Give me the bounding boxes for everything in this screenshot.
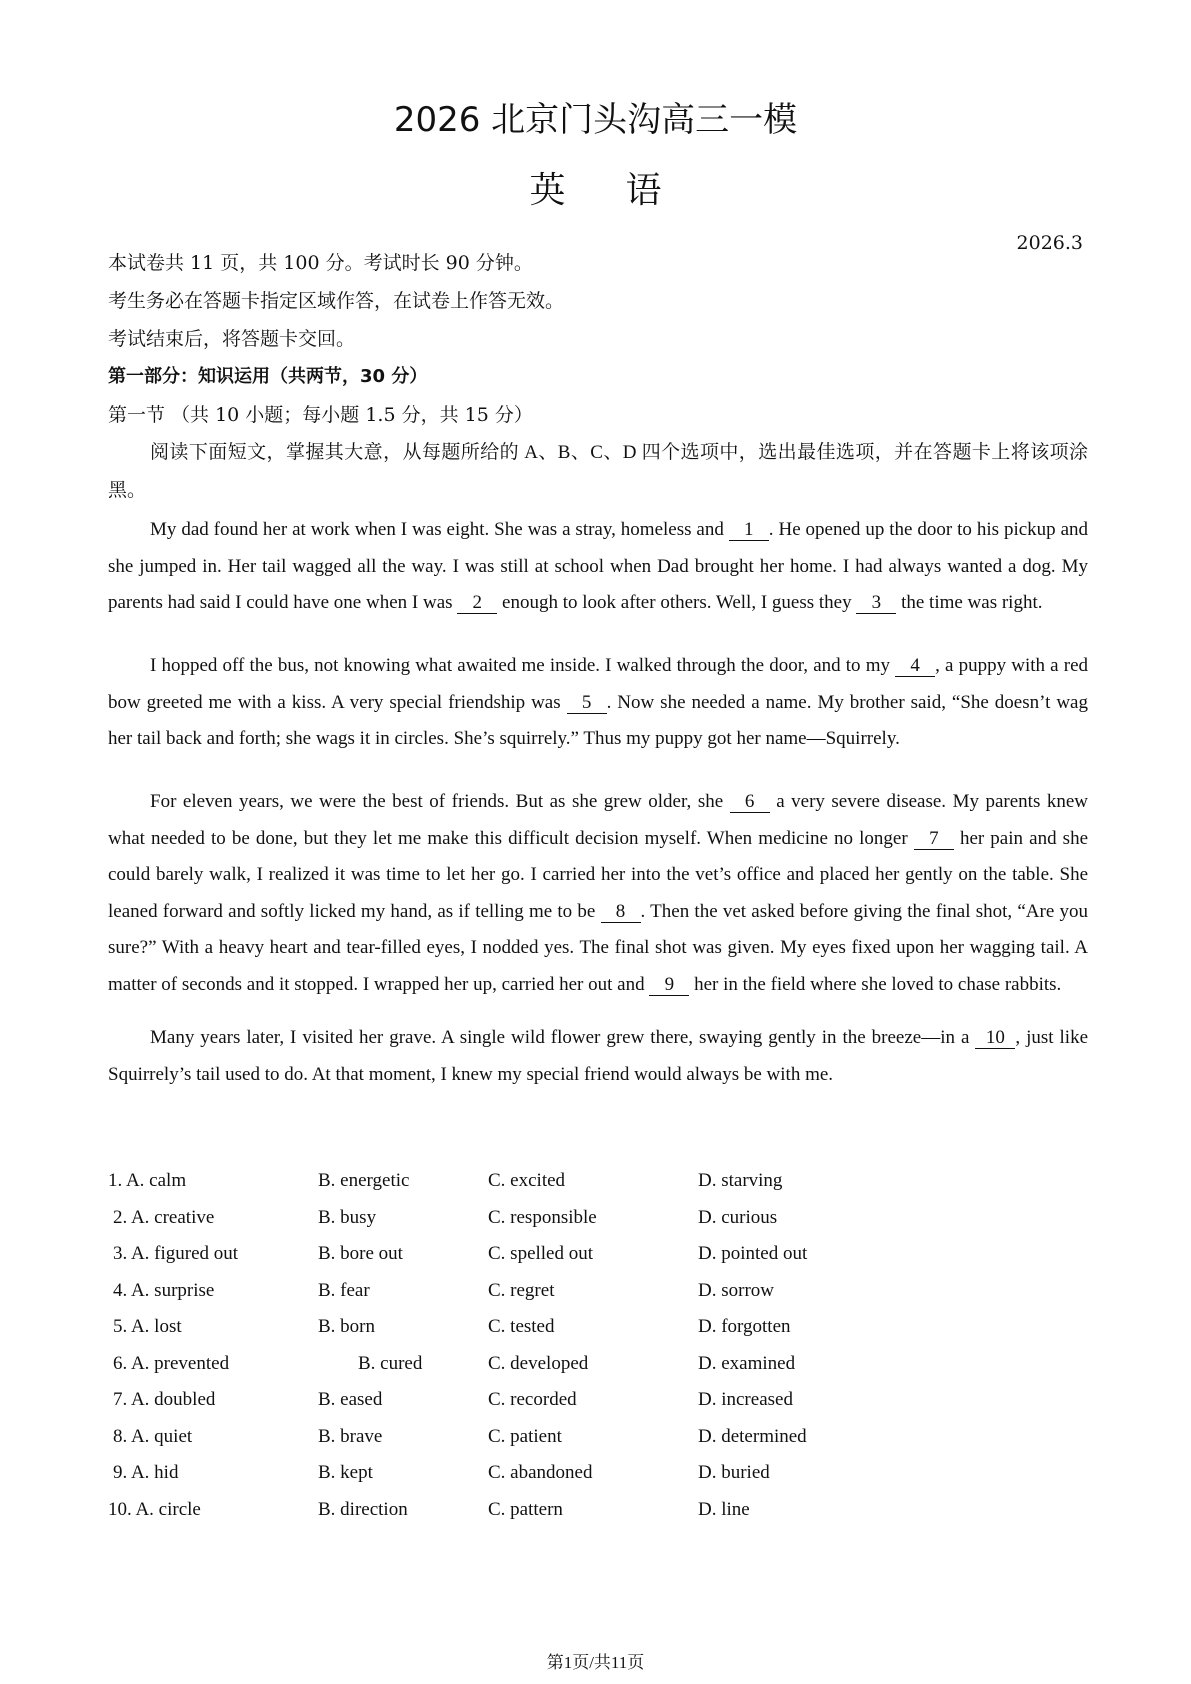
blank-5: 5 [567, 693, 607, 714]
p3-text-e: her in the field where she loved to chase rabbits. [694, 973, 1062, 995]
blank-9: 9 [649, 975, 689, 996]
part1-heading: 第一部分：知识运用（共两节，30 分） [108, 366, 428, 387]
option-d: D. sorrow [698, 1279, 774, 1301]
option-c: C. developed [488, 1352, 589, 1374]
p3-text-a: For eleven years, we were the best of friends. But as she grew older, she [150, 791, 724, 812]
option-b: B. cured [358, 1352, 423, 1374]
blank-6: 6 [730, 792, 770, 813]
option-a: 1. A. calm [108, 1170, 187, 1191]
option-a: 6. A. prevented [113, 1352, 230, 1374]
option-row-10 [108, 1499, 1088, 1536]
option-a: 2. A. creative [113, 1206, 215, 1228]
passage-paragraph-4 [108, 1020, 1088, 1093]
blank-10: 10 [975, 1028, 1015, 1049]
p3-text-b: a very severe disease. My parents knew what needed to be done, but they let me make this difficult decision myself. When medicine no longer [108, 791, 1089, 849]
option-a: 7. A. doubled [113, 1389, 216, 1410]
option-b: B. direction [318, 1498, 408, 1520]
option-d: D. examined [698, 1352, 796, 1374]
option-a: 10. A. circle [108, 1498, 201, 1520]
option-c: C. pattern [488, 1498, 563, 1520]
passage-paragraph-1 [108, 512, 1088, 622]
p1-text-b: . He opened up the door to his pickup and she jumped in. Her tail wagged all the way. I was still at school when Dad brought her home. I had always wanted a dog. My parents had said I could have one when I was [108, 519, 1089, 613]
instruction-2: 考生务必在答题卡指定区域作答，在试卷上作答无效。 [108, 290, 565, 312]
option-row-2 [108, 1207, 1088, 1244]
p2-text-c: . Now she needed a name. My brother said, “She doesn’t wag her tail back and forth; she wags it in circles. She’s squirrely.” Thus my puppy got her name—Squirrely. [108, 691, 1088, 749]
p2-text-b: , a puppy with a red bow greeted me with a kiss. A very special friendship was [108, 655, 1089, 713]
option-d: D. increased [698, 1389, 793, 1410]
option-a: 3. A. figured out [113, 1243, 239, 1264]
option-b: B. energetic [318, 1170, 410, 1191]
blank-8: 8 [601, 902, 641, 923]
p3-text-c: her pain and she could barely walk, I realized it was time to let her go. I carried her into the vet’s office and placed her gently on the table. She leaned forward and softly licked my hand, as if telling me to be [108, 827, 1089, 922]
blank-3: 3 [856, 593, 896, 614]
option-row-9 [108, 1462, 1088, 1499]
option-row-8 [108, 1426, 1088, 1463]
p1-text-c: enough to look after others. Well, I guess they [502, 592, 852, 613]
section1-direction: 阅读下面短文，掌握其大意，从每题所给的 A、B、C、D 四个选项中，选出最佳选项，并在答题卡上将该项涂黑。 [108, 442, 1088, 501]
option-row-5 [108, 1316, 1088, 1353]
option-d: D. determined [698, 1425, 807, 1447]
blank-1: 1 [729, 520, 769, 541]
blank-2: 2 [457, 593, 497, 614]
option-b: B. born [318, 1316, 375, 1337]
p4-text-a: Many years later, I visited her grave. A single wild flower grew there, swaying gently in the breeze—in a [150, 1027, 970, 1048]
option-c: C. recorded [488, 1389, 577, 1410]
option-row-1 [108, 1170, 1088, 1207]
p4-text-b: , just like Squirrely’s tail used to do. At that moment, I knew my special friend would always be with me. [108, 1027, 1088, 1085]
subject-title: 英语 [529, 170, 722, 211]
option-b: B. bore out [318, 1243, 403, 1264]
option-a: 4. A. surprise [113, 1279, 215, 1301]
section1-heading: 第一节 （共 10 小题；每小题 1.5 分，共 15 分） [108, 404, 533, 426]
option-c: C. patient [488, 1425, 562, 1447]
p1-text-d: the time was right. [901, 592, 1043, 613]
option-b: B. busy [318, 1206, 377, 1228]
instruction-1: 本试卷共 11 页，共 100 分。考试时长 90 分钟。 [108, 252, 533, 274]
option-d: D. buried [698, 1462, 770, 1483]
option-b: B. brave [318, 1425, 383, 1447]
option-c: C. regret [488, 1279, 555, 1301]
option-b: B. kept [318, 1462, 373, 1483]
passage-paragraph-2 [108, 648, 1088, 758]
option-c: C. excited [488, 1170, 566, 1191]
option-a: 8. A. quiet [113, 1425, 193, 1447]
option-b: B. eased [318, 1389, 383, 1410]
option-c: C. tested [488, 1316, 555, 1337]
option-c: C. abandoned [488, 1462, 593, 1483]
option-row-7 [108, 1389, 1088, 1426]
option-c: C. responsible [488, 1206, 597, 1228]
p1-text-a: My dad found her at work when I was eight. She was a stray, homeless and [150, 519, 724, 540]
p2-text-a: I hopped off the bus, not knowing what awaited me inside. I walked through the door, and to my [150, 655, 890, 676]
option-row-3 [108, 1243, 1088, 1280]
blank-4: 4 [895, 656, 935, 677]
option-d: D. curious [698, 1206, 778, 1228]
blank-7: 7 [914, 829, 954, 850]
option-b: B. fear [318, 1279, 370, 1301]
exam-title: 2026 北京门头沟高三一模 [393, 100, 798, 140]
page-number: 第1页/共11页 [546, 1653, 645, 1672]
option-row-4 [108, 1280, 1088, 1317]
option-c: C. spelled out [488, 1243, 594, 1264]
passage-paragraph-3 [108, 784, 1088, 1003]
option-a: 5. A. lost [113, 1316, 182, 1337]
options-table [108, 1170, 1088, 1535]
option-d: D. line [698, 1498, 750, 1520]
exam-date: 2026.3 [1016, 232, 1083, 254]
option-d: D. starving [698, 1170, 783, 1191]
option-a: 9. A. hid [113, 1462, 179, 1483]
option-row-6 [108, 1353, 1088, 1390]
instruction-3: 考试结束后，将答题卡交回。 [108, 328, 356, 350]
option-d: D. pointed out [698, 1243, 808, 1264]
option-d: D. forgotten [698, 1316, 791, 1337]
p3-text-d: . Then the vet asked before giving the final shot, “Are you sure?” With a heavy heart and tear-filled eyes, I nodded yes. The final shot was given. My eyes fixed upon her wagging tail. A matter of seconds and it stopped. I wrapped her up, carried her out and [108, 900, 1089, 995]
